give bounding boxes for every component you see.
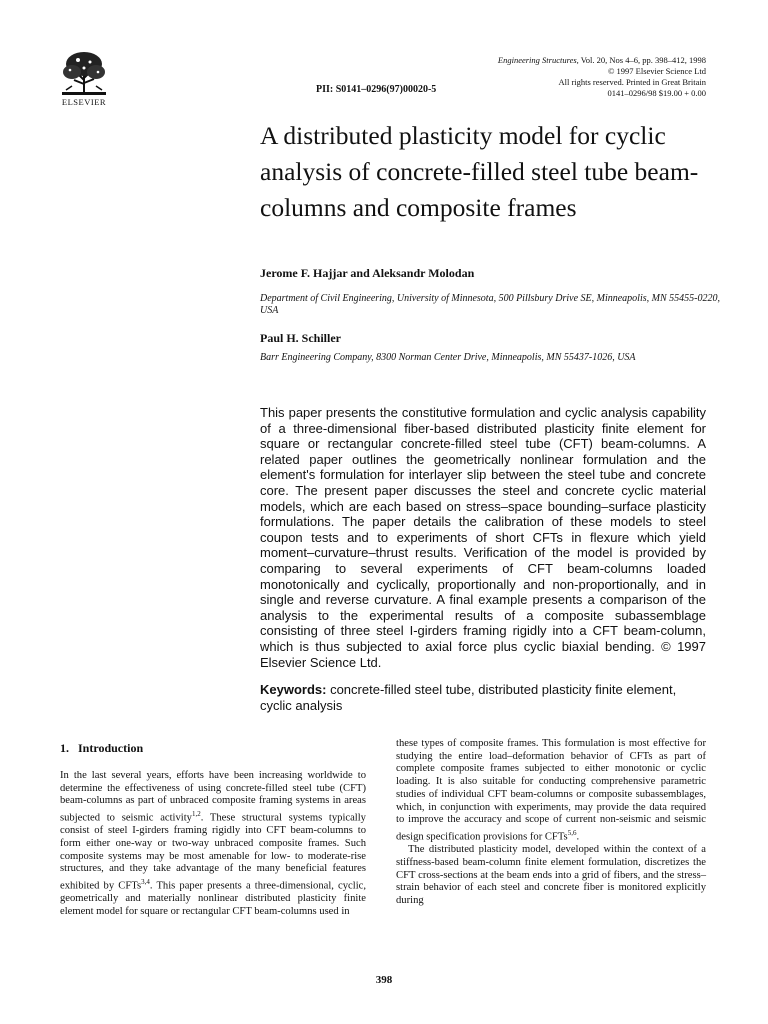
- abstract: This paper presents the constitutive formulation and cyclic analysis capability of a three-dimensional fiber-based distributed plasticity finite element for square or rectangular concrete-filled steel tube (CFT) beam-columns. A related paper outlines the geometrically nonlinear formulation and the element's formulation for interlayer slip between the steel tube and concrete core. The present paper discusses the steel and concrete cyclic material models, which are each based on stress–space bounding–surface plasticity formulations. The paper details the calibration of these models to steel coupon tests and to experiments of short CFTs in flexure which yield moment–curvature–thrust results. Verification of the model is provided by comparing to several experiments of CFT beam-columns loaded monotonically and cyclically, proportionally and non-proportionally, and in single and reverse curvature. A final example presents a comparison of the analysis to the experimental results of a composite subassemblage consisting of three steel I-girders framing rigidly into a CFT beam-column, which is thus subjected to axial force plus cyclic biaxial bending. © 1997 Elsevier Science Ltd.: [260, 405, 706, 670]
- page-number: 398: [375, 974, 393, 986]
- text-run: . This paper presents a three-dimensional, cyclic, geometrically and materially nonlinear distributed plasticity finite element model for square or rectangular CFT beam-columns used in: [60, 880, 366, 918]
- paper-title: A distributed plasticity model for cyclic analysis of concrete-filled steel tube beam-columns and composite frames: [260, 121, 699, 222]
- text-run: these types of composite frames. This formulation is most effective for studying the entire load–deformation behavior of CFTs as part of complete composite frames subjected to either monotonic or cyclic loading. It is also suitable for conducting comprehensive parametric studies of individual CFT beam-columns or composite subassemblages, which, in conjunction with experiments, may provide the data required to improve the accuracy and scope of current non-seismic and seismic design specification provisions for CFTs: [396, 738, 706, 843]
- section-number: 1.: [60, 741, 69, 755]
- text-run: . These structural systems typically consist of steel I-girders framing rigidly into CFT beam-columns to form either one-way or two-way unbraced composite frames. Such composite systems may be most amenable for low- to moderate-rise structures, and they take advantage of the many beneficial features exhibited by CFTs: [60, 812, 366, 892]
- keywords-label: Keywords:: [260, 682, 327, 697]
- journal-detail: Vol. 20, Nos 4–6, pp. 398–412, 1998: [578, 55, 706, 65]
- pii-code: PII: S0141–0296(97)00020-5: [316, 84, 437, 95]
- author-affiliation-1: Department of Civil Engineering, University of Minnesota, 500 Pillsbury Drive SE, Minneapolis, MN 55455-0220, USA: [260, 293, 720, 316]
- journal-line: [386, 55, 706, 66]
- publisher-name: ELSEVIER: [61, 97, 107, 107]
- rights-line: All rights reserved. Printed in Great Britain: [558, 77, 706, 87]
- elsevier-tree-icon: [60, 50, 108, 96]
- text-run: .: [576, 831, 580, 843]
- publisher-logo: [56, 50, 112, 107]
- journal-name: Engineering Structures,: [497, 55, 579, 65]
- citation-ref: 3,4: [141, 878, 150, 887]
- text-run: In the last several years, efforts have been increasing worldwide to determine the effectiveness of using concrete-filled steel tube (CFT) beam-columns as part of unbraced composite framing systems in areas subjected to seismic activity: [60, 770, 366, 824]
- body-right-paragraph-2: The distributed plasticity model, developed within the context of a stiffness-based beam-column finite element formulation, discretizes the CFT cross-sections at the beam ends into a grid of fibers, and the stress–strain behavior of each steel and concrete fiber is monitored explicitly during: [396, 844, 706, 906]
- price-line: 0141–0296/98 $19.00 + 0.00: [607, 88, 706, 98]
- section-heading: [60, 741, 143, 756]
- copyright-line: © 1997 Elsevier Science Ltd: [607, 66, 706, 76]
- body-left-paragraph: [60, 770, 366, 919]
- journal-citation: [386, 55, 706, 99]
- keywords: [260, 682, 706, 713]
- author-affiliation-2: Barr Engineering Company, 8300 Norman Center Drive, Minneapolis, MN 55437-1026, USA: [260, 352, 636, 363]
- body-right-paragraph-1: [396, 738, 706, 844]
- author-names-2: Paul H. Schiller: [260, 331, 341, 345]
- section-title: Introduction: [78, 741, 144, 755]
- citation-ref: 5,6: [567, 828, 577, 837]
- body-right-column: [396, 738, 706, 908]
- keywords-text: concrete-filled steel tube, distributed plasticity finite element, cyclic analysis: [260, 682, 677, 713]
- citation-ref: 1,2: [191, 810, 201, 819]
- author-names-1: Jerome F. Hajjar and Aleksandr Molodan: [260, 266, 475, 280]
